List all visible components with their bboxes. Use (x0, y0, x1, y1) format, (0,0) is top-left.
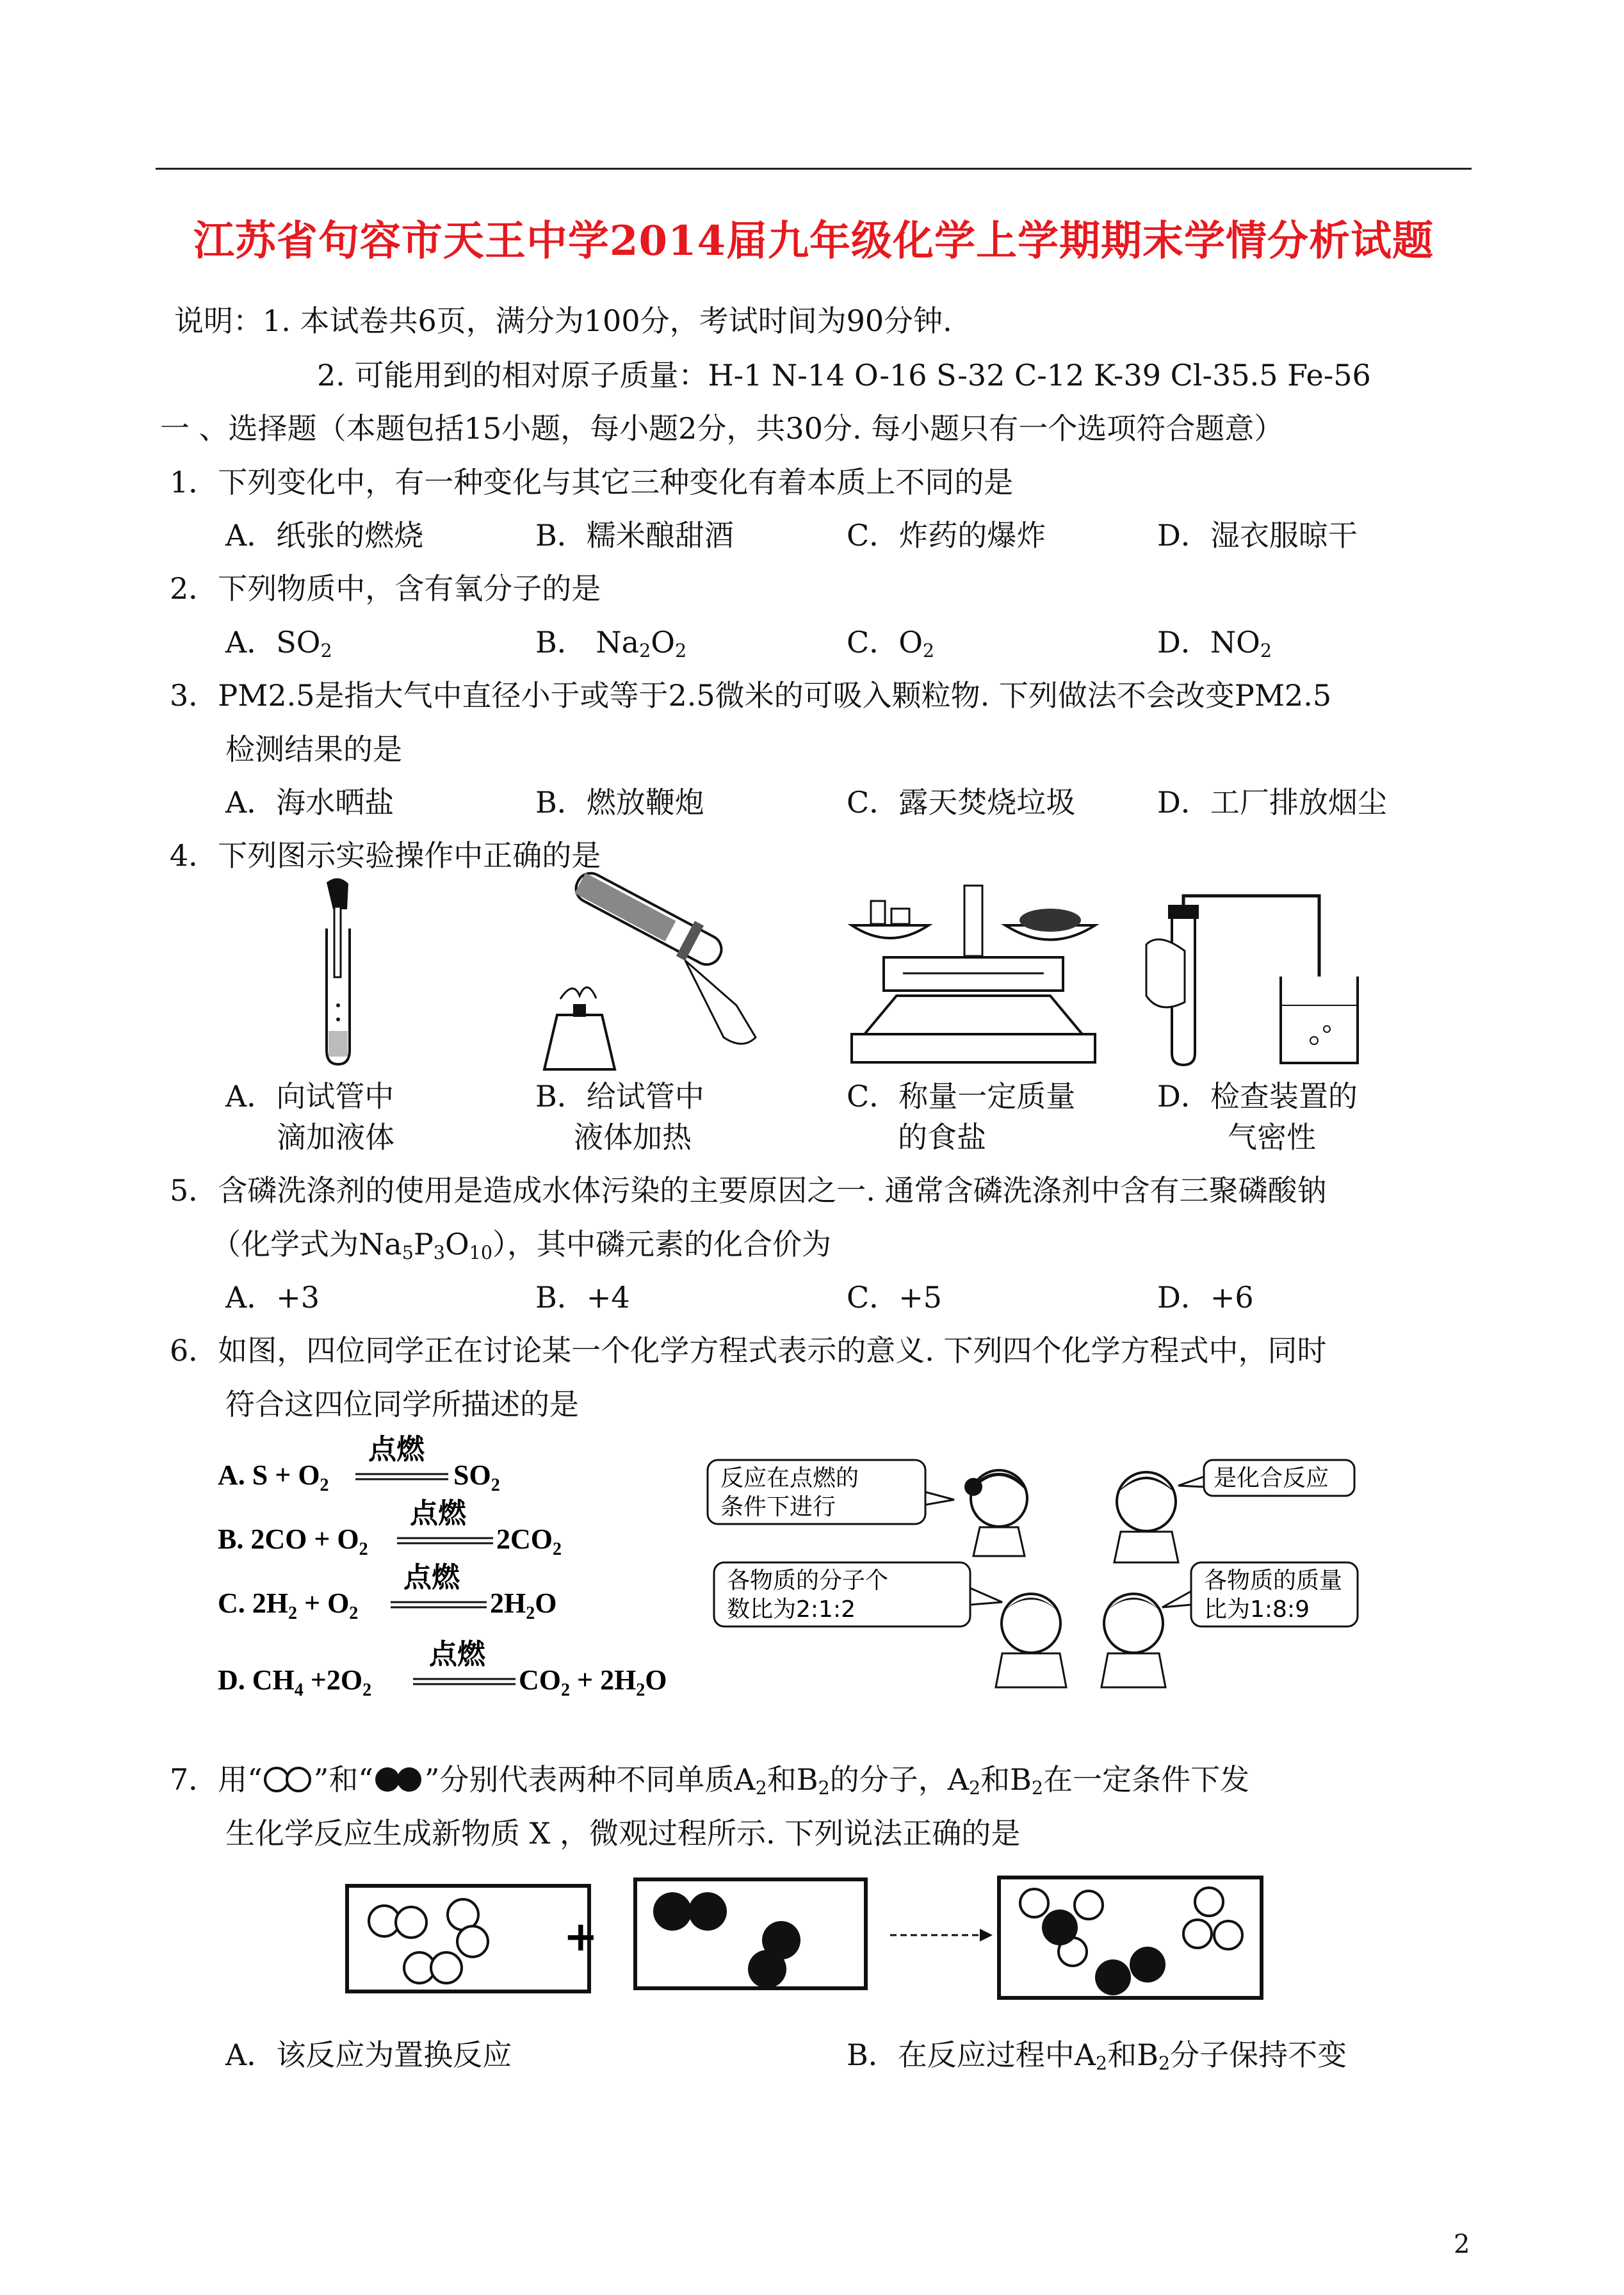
q3-option-a[interactable]: A．海水晒盐 (225, 785, 394, 820)
eq-b-sub: 2 (359, 1539, 368, 1559)
eq-d-sub4: 4 (294, 1680, 304, 1700)
q5-stem-line2 (211, 1229, 831, 1263)
q4-caption-b[interactable] (535, 1076, 704, 1158)
eq-b-left: B. 2CO + O (218, 1523, 359, 1555)
q5-option-d[interactable]: D．+6 (1157, 1280, 1254, 1315)
q7-sub-3: 2 (968, 1778, 981, 1799)
pointer-column-icon (964, 886, 982, 956)
q7-option-b-sub-1: 2 (1096, 2053, 1108, 2075)
q2-a-sub: 2 (320, 640, 332, 662)
q2-d-sub: 2 (1260, 640, 1272, 662)
q4-stem: 4．下列图示实验操作中正确的是 (170, 838, 601, 873)
q7-option-b-sub-2: 2 (1158, 2053, 1171, 2075)
eq-d-right (519, 1664, 667, 1700)
hand-icon (1146, 939, 1185, 1007)
eq-d-condition: 点燃 (429, 1639, 485, 1670)
q4-caption-a-line2: 滴加液体 (277, 1120, 394, 1155)
q4-caption-c-line1: C．称量一定质量 (847, 1079, 1076, 1114)
hand-icon (685, 961, 756, 1044)
q6-eq-c[interactable] (218, 1587, 358, 1623)
eq-d-right-h: + 2H (570, 1664, 637, 1696)
bubble-1-line2: 条件下进行 (720, 1494, 836, 1520)
eq-a-left: A. S + O (218, 1459, 320, 1491)
q7-option-a[interactable]: A．该反应为置换反应 (225, 2038, 512, 2072)
student-boy-icon-1 (1114, 1472, 1178, 1562)
balance-base-icon (865, 996, 1082, 1034)
q3-option-d[interactable]: D．工厂排放烟尘 (1157, 785, 1387, 820)
eq-d-mid: +2O (303, 1664, 363, 1696)
q4-caption-b-line2: 液体加热 (574, 1120, 692, 1155)
q2-stem: 2．下列物质中，含有氧分子的是 (170, 571, 601, 606)
q6-eq-b[interactable] (218, 1523, 368, 1559)
q1-option-d[interactable]: D．湿衣服晾干 (1157, 518, 1358, 553)
eq-a-sub: 2 (320, 1475, 329, 1495)
q7-stem-part-e: 的分子，A (829, 1762, 969, 1797)
q2-option-b[interactable] (535, 625, 687, 662)
note-line-1: 说明：1. 本试卷共6页，满分为100分，考试时间为90分钟. (174, 304, 952, 338)
q6-discussion-cartoon (698, 1454, 1377, 1691)
student-boy-icon-2 (996, 1594, 1066, 1687)
eq-d-right-o: O (645, 1664, 667, 1696)
q3-stem-line1: 3．PM2.5是指大气中直径小于或等于2.5微米的可吸入颗粒物. 下列做法不会改变PM2.5 (170, 678, 1332, 713)
q7-sub-1: 2 (755, 1778, 767, 1799)
q7-stem-part-b: ”和“ (313, 1762, 373, 1797)
eq-a-right (453, 1459, 500, 1495)
q4-caption-b-line1: B．给试管中 (535, 1079, 704, 1114)
q5-formula-part-1: （化学式为Na (211, 1227, 402, 1261)
eq-d-right-sub2: 2 (636, 1680, 646, 1700)
q5-formula-part-4: ），其中磷元素的化合价为 (492, 1227, 831, 1261)
q7-stem-line2: 生化学反应生成新物质 X ，微观过程所示. 下列说法正确的是 (225, 1816, 1021, 1851)
q2-a-text: A．SO (225, 625, 321, 660)
fig-balance (845, 880, 1101, 1066)
q2-b-sub1: 2 (639, 640, 651, 662)
left-pan-icon (852, 925, 929, 938)
test-tube-liquid-icon (329, 1031, 348, 1057)
beaker-icon (1281, 977, 1358, 1063)
q3-stem-line2: 检测结果的是 (225, 732, 402, 766)
eq-c-right (490, 1587, 556, 1623)
fig-heating-test-tube (532, 877, 762, 1069)
q5-option-b[interactable]: B．+4 (535, 1280, 630, 1315)
eq-d-sub2: 2 (362, 1680, 372, 1700)
q4-caption-d-line1: D．检查装置的 (1157, 1079, 1358, 1114)
bubble-2-line1: 是化合反应 (1214, 1465, 1329, 1491)
bubble-4-line2: 比为1:8:9 (1204, 1596, 1310, 1623)
q4-caption-d-line2: 气密性 (1228, 1120, 1316, 1155)
eq-b-condition: 点燃 (410, 1498, 466, 1529)
q4-caption-c[interactable] (847, 1076, 1075, 1158)
q7-stem-part-c: ”分别代表两种不同单质A (424, 1762, 756, 1797)
salt-sample-icon (1019, 909, 1081, 932)
q4-caption-a-line1: A．向试管中 (225, 1079, 394, 1114)
note-line-2: 2. 可能用到的相对原子质量：H-1 N-14 O-16 S-32 C-12 K-39 Cl-35.5 Fe-56 (317, 358, 1371, 393)
section-heading: 一 、选择题（本题包括15小题，每小题2分，共30分. 每小题只有一个选项符合题意） (160, 411, 1284, 446)
eq-a-right-text: SO (453, 1459, 491, 1491)
eq-b-right-text: 2CO (496, 1523, 553, 1555)
eq-b-right-sub: 2 (553, 1539, 562, 1559)
page-number: 2 (1454, 2230, 1470, 2259)
eq-c-condition: 点燃 (403, 1562, 460, 1593)
page-title: 江苏省句容市天王中学2014届九年级化学上学期期末学情分析试题 (193, 217, 1434, 265)
q2-d-text: D．NO (1157, 625, 1260, 660)
q6-eq-a[interactable] (218, 1459, 329, 1495)
q7-option-b-part-b: 和B (1107, 2038, 1158, 2072)
q2-option-a[interactable] (225, 625, 332, 662)
q6-eq-d[interactable] (218, 1664, 371, 1700)
fig-dropper-test-tube (307, 877, 384, 1069)
eq-b-right (496, 1523, 562, 1559)
weight-icon (871, 901, 885, 924)
q5-option-a[interactable]: A．+3 (225, 1280, 320, 1315)
q2-b-mid: O (651, 625, 675, 660)
q2-b-sub2: 2 (674, 640, 687, 662)
q2-c-text: C．O (847, 625, 923, 660)
q7-stem-part-f: 和B (980, 1762, 1032, 1797)
eq-c-sub2: 2 (349, 1603, 359, 1623)
q5-option-c[interactable]: C．+5 (847, 1280, 943, 1315)
q4-caption-c-line2: 的食盐 (898, 1120, 986, 1155)
flame-icon (560, 987, 596, 999)
eq-c-left: C. 2H (218, 1587, 288, 1619)
q7-option-b-part-c: 分子保持不变 (1170, 2038, 1347, 2072)
q1-option-c[interactable]: C．炸药的爆炸 (847, 518, 1046, 553)
q3-option-c[interactable]: C．露天焚烧垃圾 (847, 785, 1076, 820)
q7-stem-line1 (170, 1762, 1250, 1799)
q1-stem: 1．下列变化中，有一种变化与其它三种变化有着本质上不同的是 (170, 465, 1014, 499)
q5-stem-line1: 5．含磷洗涤剂的使用是造成水体污染的主要原因之一. 通常含磷洗涤剂中含有三聚磷酸钠 (170, 1173, 1327, 1208)
eq-d-left: D. CH (218, 1664, 295, 1696)
q5-formula-part-2: P (413, 1227, 434, 1261)
q7-stem-part-d: 和B (767, 1762, 818, 1797)
bubble-1-line1: 反应在点燃的 (720, 1465, 859, 1491)
eq-c-mid: + O (297, 1587, 350, 1619)
eq-c-right-sub: 2 (526, 1603, 535, 1623)
eq-c-right-o: O (535, 1587, 557, 1619)
eq-d-right-sub1: 2 (561, 1680, 570, 1700)
q1-option-a[interactable]: A．纸张的燃烧 (225, 518, 424, 553)
eq-a-condition: 点燃 (368, 1434, 425, 1465)
plus-sign: + (564, 1913, 598, 1961)
q5-formula-sub-2: 3 (433, 1242, 445, 1264)
q6-stem-line2: 符合这四位同学所描述的是 (225, 1387, 579, 1422)
a2-molecule-icon (263, 1765, 314, 1794)
fig-airtightness-check (1146, 893, 1377, 1066)
q6-stem-line1: 6．如图，四位同学正在讨论某一个化学方程式表示的意义. 下列四个化学方程式中，同时 (170, 1333, 1327, 1368)
q5-formula-sub-1: 5 (402, 1242, 414, 1264)
bubble-4-line1: 各物质的质量 (1204, 1568, 1343, 1594)
q5-formula-sub-3: 10 (469, 1242, 492, 1264)
alcohol-lamp-icon (544, 1015, 615, 1069)
student-boy-icon-3 (1101, 1594, 1165, 1687)
q2-option-d[interactable] (1157, 625, 1272, 662)
q4-caption-a[interactable] (225, 1076, 394, 1158)
q7-reaction-diagram (339, 1870, 1364, 2011)
q7-option-b[interactable] (847, 2040, 1347, 2073)
q7-stem-part-g: 在一定条件下发 (1043, 1762, 1250, 1797)
eq-a-right-sub: 2 (491, 1475, 500, 1495)
b2-molecule-icon (373, 1765, 425, 1794)
q6-equations (211, 1434, 711, 1716)
q7-option-b-part-a: B．在反应过程中A (847, 2038, 1096, 2072)
student-girl-icon (964, 1470, 1027, 1556)
q5-formula-part-3: O (444, 1227, 469, 1261)
q7-sub-4: 2 (1031, 1778, 1044, 1799)
eq-d-right-co: CO (519, 1664, 561, 1696)
eq-c-right-text: 2H (490, 1587, 526, 1619)
stopper-icon (1168, 905, 1199, 919)
dropper-tube-icon (334, 907, 341, 977)
q1-option-b[interactable]: B．糯米酿甜酒 (535, 518, 734, 553)
bubble-3-line1: 各物质的分子个 (727, 1568, 889, 1594)
q7-stem-part-a: 7．用“ (170, 1762, 263, 1797)
q3-option-b[interactable]: B．燃放鞭炮 (535, 785, 704, 820)
q4-caption-d[interactable] (1157, 1076, 1358, 1158)
eq-c-sub1: 2 (288, 1603, 297, 1623)
q2-c-sub: 2 (922, 640, 935, 662)
header-rule (156, 168, 1472, 170)
q2-option-c[interactable] (847, 625, 935, 662)
q2-b-text: B． Na (535, 625, 640, 660)
dropper-bulb-icon (327, 878, 348, 909)
bubble-3-line2: 数比为2:1:2 (727, 1596, 856, 1623)
q7-sub-2: 2 (818, 1778, 830, 1799)
